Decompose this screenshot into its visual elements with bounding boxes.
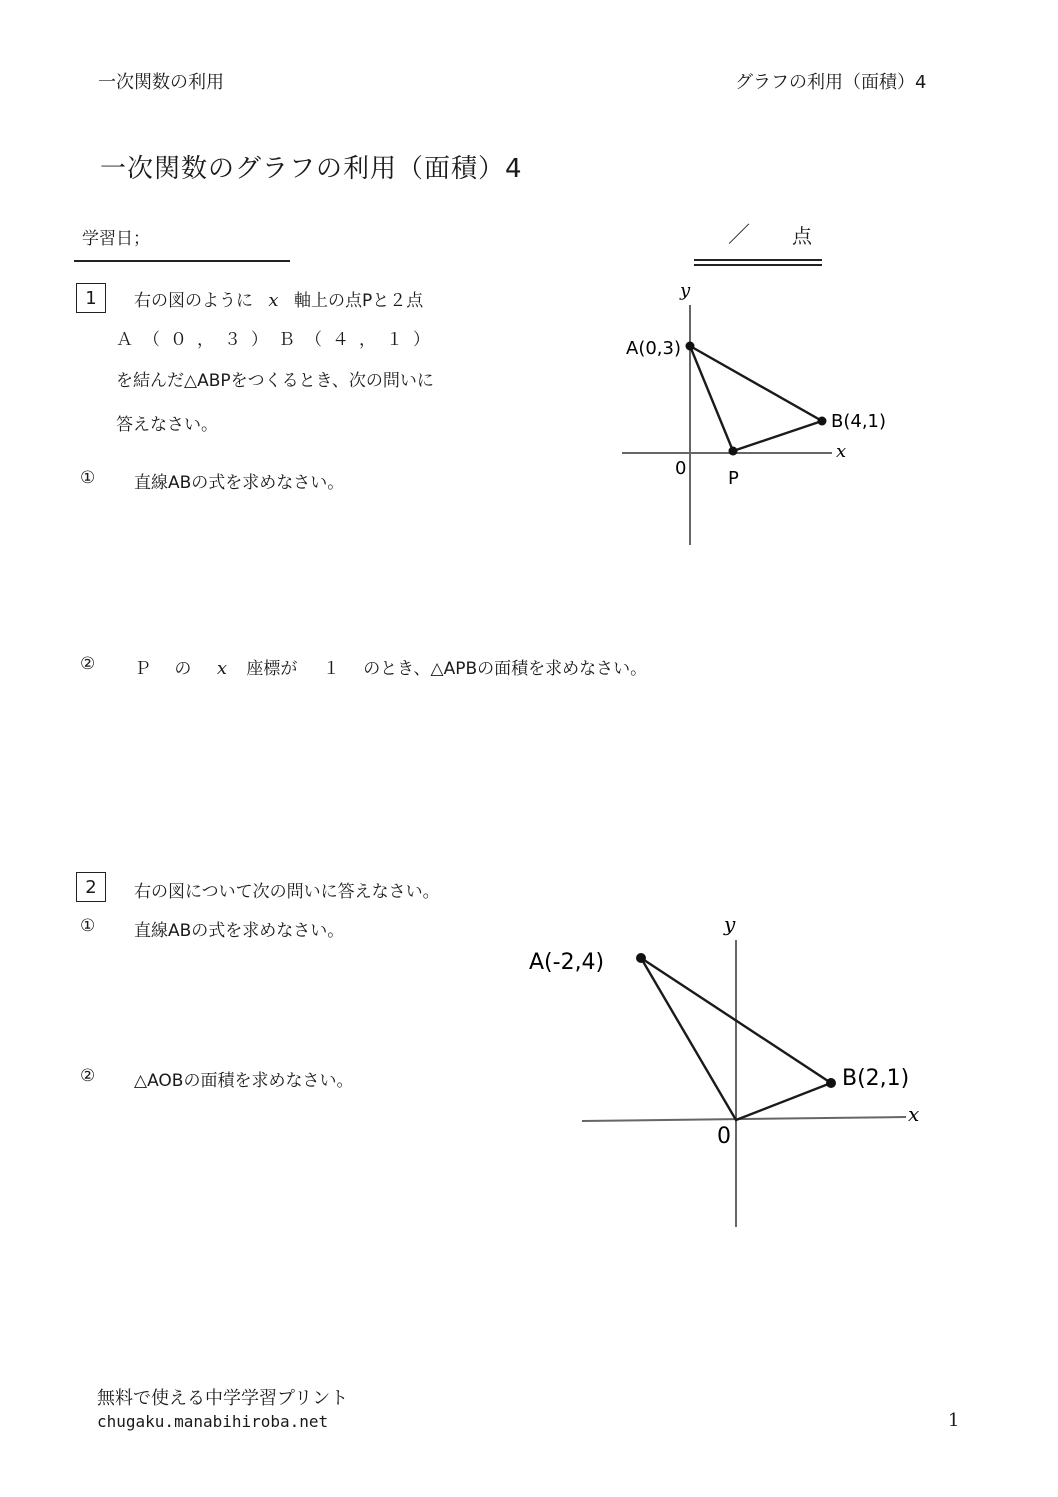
problem1-q2-part-d: １ xyxy=(322,659,340,679)
graph2-point-a xyxy=(636,953,646,963)
problem1-q1-text: 直線ABの式を求めなさい。 xyxy=(134,473,345,493)
page-title: 一次関数のグラフの利用（面積）4 xyxy=(100,154,523,184)
graph1-triangle-abp xyxy=(690,346,822,451)
problem2-q2-text: △AOBの面積を求めなさい。 xyxy=(134,1071,354,1091)
graph2-point-a-label: A(-2,4) xyxy=(529,950,605,975)
problem2-q1-marker: ① xyxy=(80,916,96,936)
problem2-q1-text: 直線ABの式を求めなさい。 xyxy=(134,921,345,941)
footer-line1: 無料で使える中学学習プリント xyxy=(97,1388,349,1409)
graph1-point-p-label: P xyxy=(728,468,739,489)
problem1-q2-marker: ② xyxy=(80,654,96,674)
problem1-line2: Ａ（０，３）Ｂ（４，１） xyxy=(116,330,440,350)
score-line-bottom xyxy=(694,264,822,266)
header-left: 一次関数の利用 xyxy=(98,72,224,93)
page-number: 1 xyxy=(948,1410,960,1431)
problem1-line1-a: 右の図のように xyxy=(134,291,253,311)
problem1-number-box: 1 xyxy=(76,283,106,313)
problem1-q2-part-c: 座標が xyxy=(246,659,298,679)
problem1-line1 xyxy=(134,286,423,311)
problem1-graph xyxy=(600,275,920,555)
graph1-x-label: x xyxy=(836,441,847,462)
graph1-point-p xyxy=(729,447,738,456)
score-line-top xyxy=(694,259,822,261)
problem1-q2-part-a: Ｐ xyxy=(134,659,151,679)
problem1-line3: を結んだ△ABPをつくるとき、次の問いに xyxy=(116,371,434,391)
graph1-point-b-label: B(4,1) xyxy=(831,411,887,432)
study-date-underline xyxy=(74,260,290,262)
problem2-q2-marker: ② xyxy=(80,1066,96,1086)
graph2-origin-label: 0 xyxy=(717,1124,731,1149)
graph1-point-b xyxy=(818,417,827,426)
problem2-graph xyxy=(520,905,940,1235)
graph1-origin-label: 0 xyxy=(675,458,687,479)
score-unit: 点 xyxy=(792,224,812,248)
problem1-line4: 答えなさい。 xyxy=(116,415,218,435)
graph2-x-label: x xyxy=(908,1102,920,1126)
problem1-q2-text xyxy=(134,654,647,679)
graph2-y-label: y xyxy=(724,912,736,936)
header-right: グラフの利用（面積）4 xyxy=(735,72,927,93)
graph1-y-label: y xyxy=(680,280,691,301)
problem1-line1-b: 軸上の点Pと２点 xyxy=(293,291,424,311)
problem1-q2-part-e: のとき、△APBの面積を求めなさい。 xyxy=(363,659,648,679)
graph1-point-a xyxy=(686,342,695,351)
problem1-var-x: x xyxy=(268,290,279,311)
score-slash: ／ xyxy=(728,223,751,248)
problem1-q2-part-b: の xyxy=(174,659,192,679)
problem2-number-box: 2 xyxy=(76,872,106,902)
graph1-point-a-label: A(0,3) xyxy=(626,338,681,359)
problem1-q1-marker: ① xyxy=(80,468,96,488)
footer-url: chugaku.manabihiroba.net xyxy=(97,1412,329,1431)
problem2-text: 右の図について次の問いに答えなさい。 xyxy=(134,882,440,902)
graph2-point-b xyxy=(826,1078,836,1088)
graph2-point-b-label: B(2,1) xyxy=(842,1066,910,1091)
problem1-q2-var-x: x xyxy=(216,658,227,679)
study-date-label: 学習日； xyxy=(82,229,150,249)
